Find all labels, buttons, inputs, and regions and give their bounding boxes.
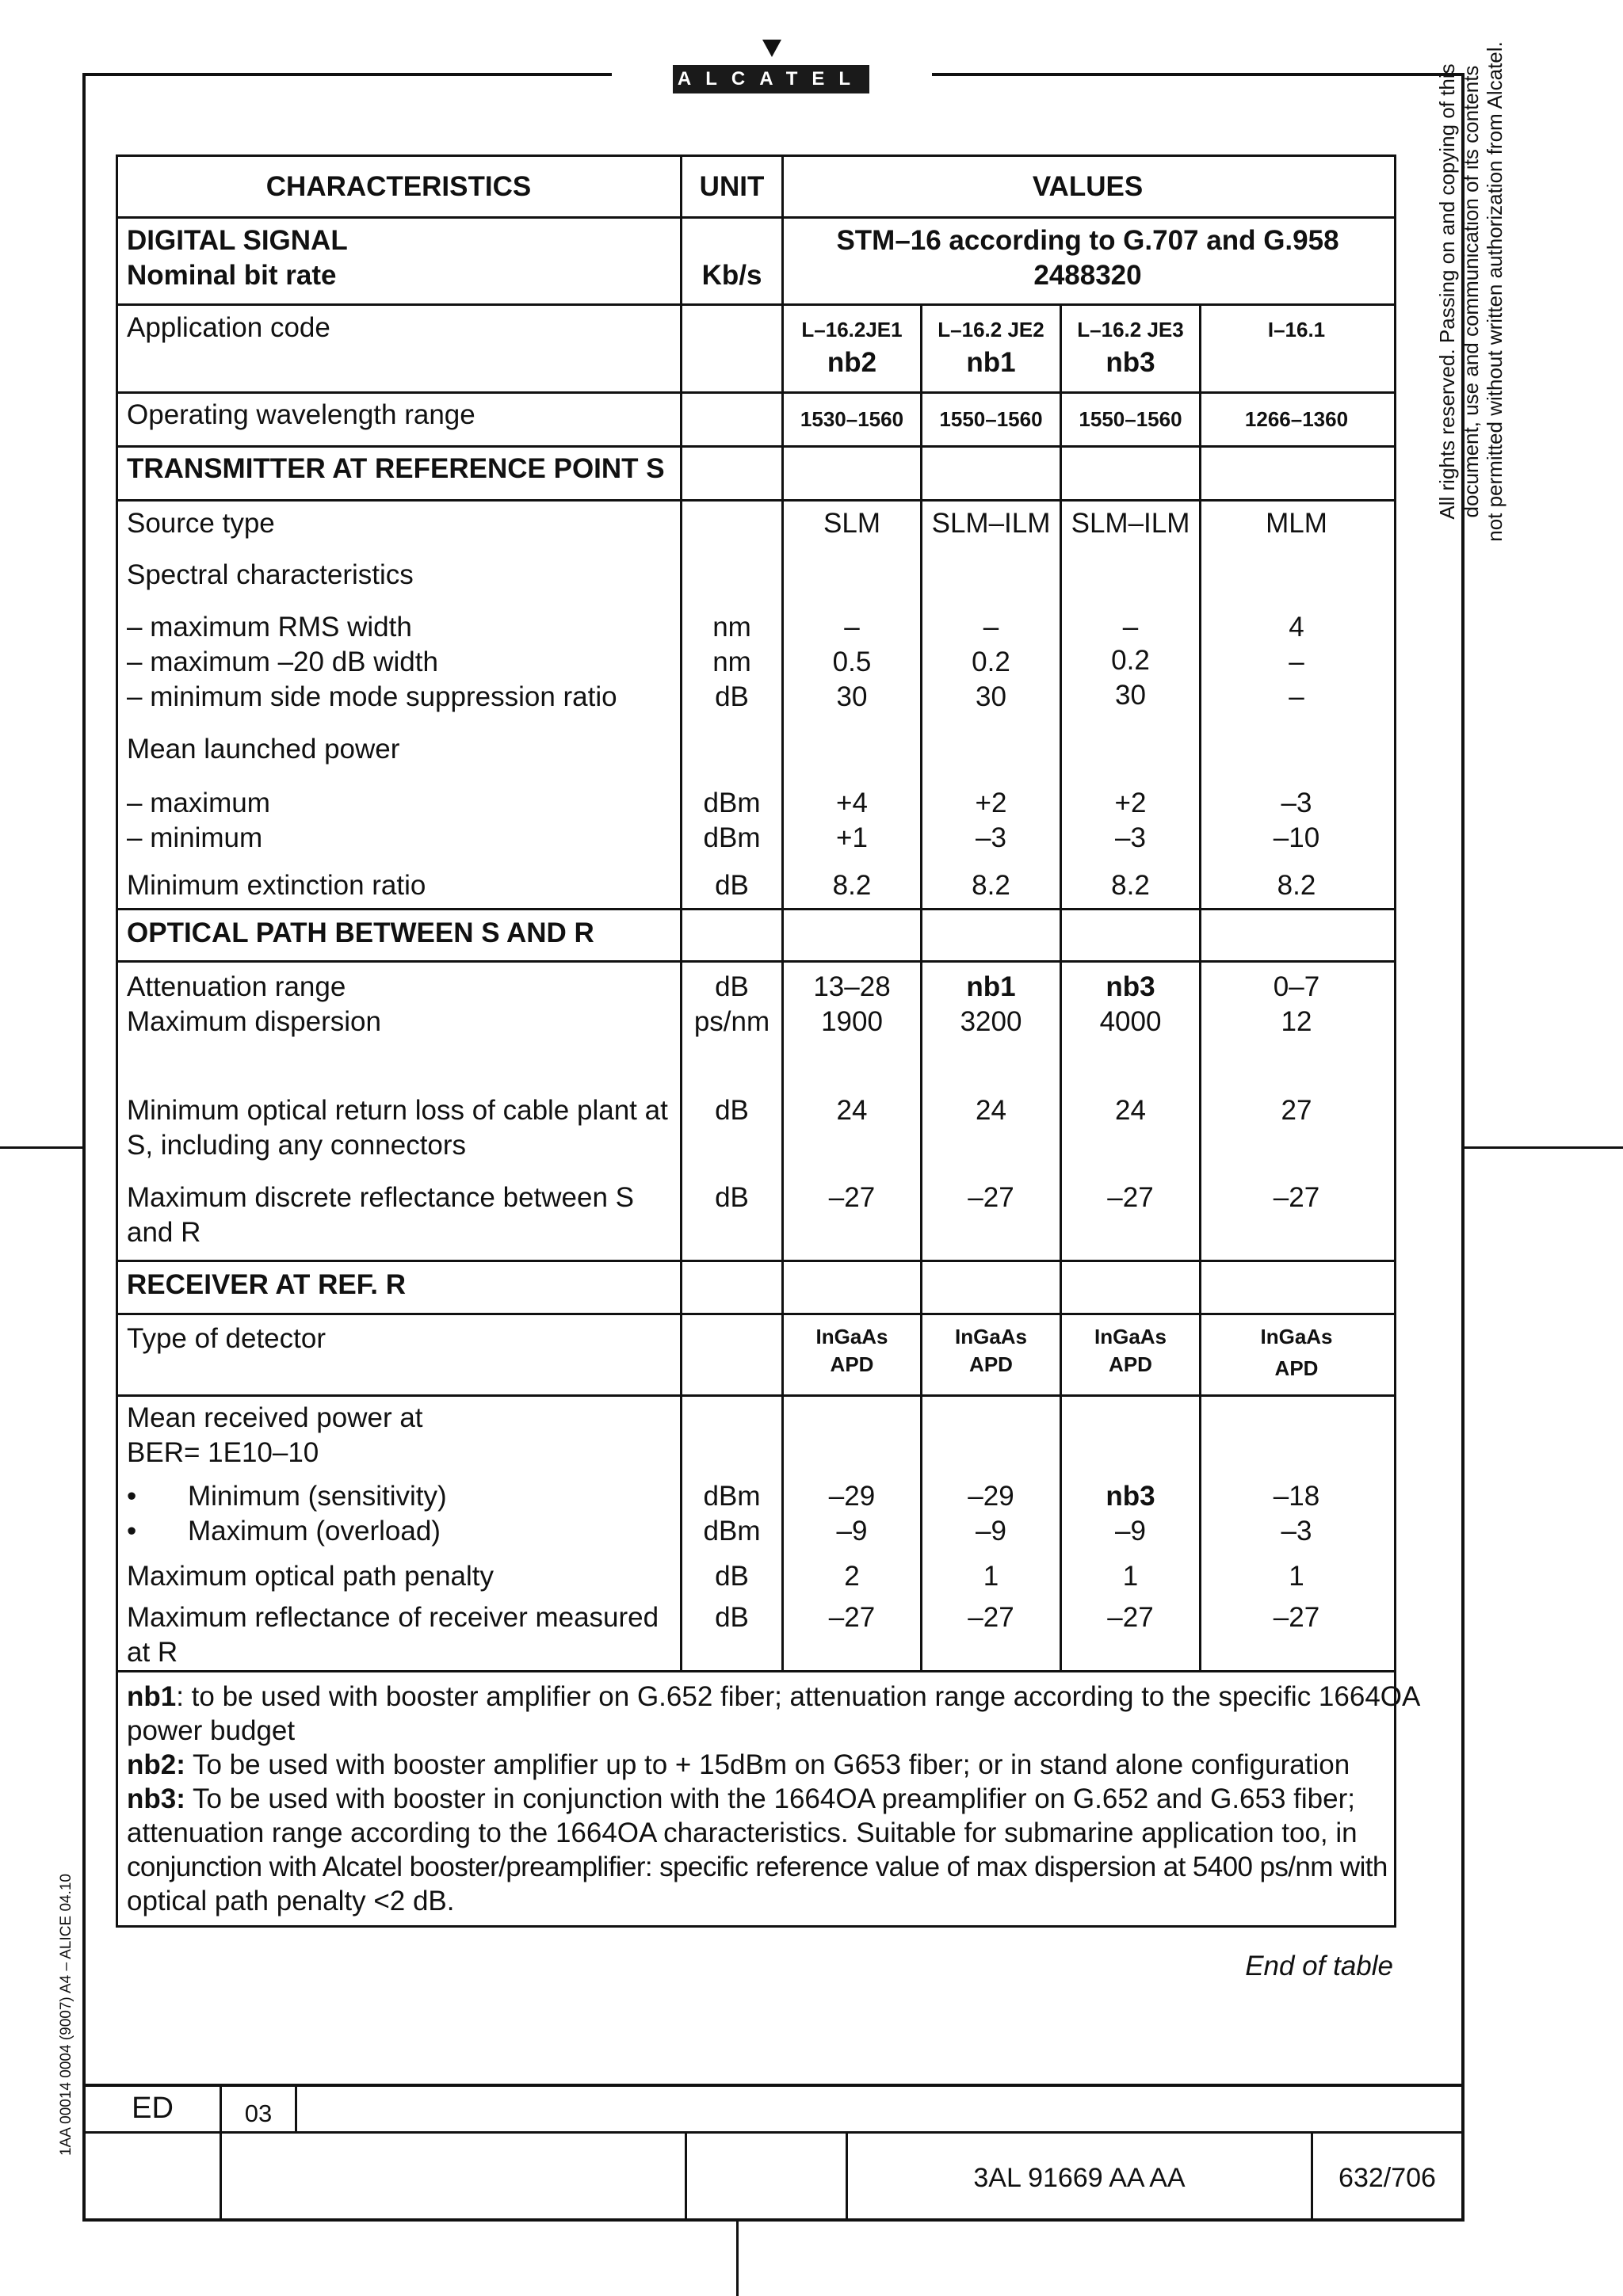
stm16-standard: STM–16 according to G.707 and G.958	[836, 225, 1339, 256]
rx-reflectance-label-2: at R	[127, 1637, 178, 1668]
return-loss-2: 24	[976, 1095, 1006, 1126]
detector-type-4: APD	[1274, 1356, 1319, 1380]
tx-row-value: –	[1289, 646, 1304, 677]
tx-row-value: 30	[836, 681, 868, 712]
rule	[116, 303, 1396, 306]
alcatel-logo	[673, 36, 869, 93]
rx-reflectance-2: –27	[968, 1602, 1014, 1633]
detector-1: InGaAs	[815, 1325, 888, 1348]
overload-2: –9	[976, 1516, 1006, 1547]
tx-row-value: 8.2	[1111, 870, 1150, 901]
tx-row-value: +2	[1114, 788, 1147, 818]
return-loss-3: 24	[1115, 1095, 1146, 1126]
note-nb3-line3: conjunction with Alcatel booster/preamplifier: specific reference value of max dispersion at 5400 ps/nm with	[127, 1852, 1388, 1882]
rx-reflectance-3: –27	[1107, 1602, 1154, 1633]
nominal-bitrate-label: Nominal bit rate	[127, 260, 337, 291]
logo-triangle-icon	[762, 40, 781, 57]
rule	[116, 445, 1396, 448]
dispersion-4: 12	[1281, 1006, 1312, 1037]
path-penalty-3: 1	[1122, 1561, 1139, 1592]
attenuation-3: nb3	[1106, 971, 1155, 1002]
frame-top-right	[932, 73, 1465, 76]
tx-row-value: MLM	[1266, 508, 1327, 539]
tx-row-value: –	[1289, 681, 1304, 712]
tx-row-label: – maximum	[127, 788, 270, 818]
rx-reflectance-4: –27	[1273, 1602, 1320, 1633]
col-rule	[680, 154, 682, 1672]
path-penalty-1: 2	[844, 1561, 860, 1592]
path-penalty-4: 1	[1289, 1561, 1304, 1592]
notice-line-3: not permitted without written authorization from Alcatel.	[1483, 41, 1507, 542]
edition-label: ED	[132, 2092, 174, 2125]
end-of-table: End of table	[1245, 1951, 1393, 1981]
document-reference: 3AL 91669 AA AA	[973, 2163, 1186, 2193]
note-nb1-line2: power budget	[127, 1715, 296, 1746]
detector-type-1: APD	[830, 1352, 874, 1376]
tx-row-value: 30	[976, 681, 1006, 712]
sensitivity-3: nb3	[1106, 1481, 1155, 1512]
notice-line-2: document, use and communication of its contents	[1459, 65, 1483, 518]
wavelength-1: 1530–1560	[800, 407, 904, 431]
app-code-2: L–16.2 JE2	[938, 318, 1044, 341]
app-note-2: nb1	[966, 347, 1016, 378]
reflectance-3: –27	[1107, 1182, 1154, 1213]
ber-label: BER= 1E10–10	[127, 1437, 319, 1468]
reflectance-4: –27	[1273, 1182, 1320, 1213]
app-note-1: nb2	[827, 347, 877, 378]
rule	[116, 1394, 1396, 1397]
tx-row-value: +2	[975, 788, 1007, 818]
reflectance-label-1: Maximum discrete reflectance between S	[127, 1182, 634, 1213]
detector-4: InGaAs	[1260, 1325, 1333, 1348]
header-characteristics: CHARACTERISTICS	[265, 171, 532, 202]
tx-row-value: 8.2	[1277, 870, 1316, 901]
dispersion-2: 3200	[960, 1006, 1022, 1037]
margin-mark-right	[1465, 1146, 1623, 1149]
return-loss-label-1: Minimum optical return loss of cable plant at	[127, 1095, 668, 1126]
rule	[116, 960, 1396, 963]
tx-row-value: 0.2	[972, 646, 1010, 677]
tx-row-value: SLM–ILM	[1071, 508, 1190, 539]
rx-reflectance-unit: dB	[715, 1602, 749, 1633]
bottom-center-mark	[736, 2222, 739, 2296]
path-penalty-label: Maximum optical path penalty	[127, 1561, 494, 1592]
received-power-label: Mean received power at	[127, 1402, 423, 1433]
rule	[116, 908, 1396, 910]
tx-row-label: Mean launched power	[127, 734, 400, 765]
rule	[116, 499, 1396, 502]
tx-row-value: +1	[836, 822, 868, 853]
tx-row-label: – maximum –20 dB width	[127, 646, 438, 677]
tx-row-unit: nm	[712, 646, 751, 677]
logo-text: ALCATEL	[677, 68, 865, 90]
overload-unit: dBm	[703, 1516, 761, 1547]
tx-row-unit: dBm	[703, 822, 761, 853]
rule	[116, 1313, 1396, 1315]
dispersion-1: 1900	[821, 1006, 883, 1037]
tx-row-value: –3	[1281, 788, 1312, 818]
rule	[116, 391, 1396, 394]
footer-col	[295, 2084, 297, 2133]
attenuation-2: nb1	[966, 971, 1016, 1002]
rx-reflectance-1: –27	[828, 1602, 876, 1633]
rule	[116, 216, 1396, 219]
frame-top-left	[82, 73, 612, 76]
detector-type-2: APD	[969, 1352, 1013, 1376]
tx-row-value: 4	[1289, 612, 1304, 643]
reflectance-unit: dB	[715, 1182, 749, 1213]
sensitivity-4: –18	[1273, 1481, 1320, 1512]
wavelength-3: 1550–1560	[1079, 407, 1182, 431]
detector-3: InGaAs	[1094, 1325, 1167, 1348]
overload-label: Maximum (overload)	[188, 1516, 441, 1547]
attenuation-4: 0–7	[1273, 971, 1320, 1002]
tx-row-value: –	[844, 612, 860, 643]
bullet: •	[127, 1481, 137, 1512]
edition-value: 03	[244, 2100, 273, 2127]
app-code-3: L–16.2 JE3	[1077, 318, 1184, 341]
notice-line-1: All rights reserved. Passing on and copying of this	[1435, 63, 1459, 520]
tx-row-label: – minimum side mode suppression ratio	[127, 681, 617, 712]
tx-row-value: –10	[1273, 822, 1320, 853]
tx-row-label: Spectral characteristics	[127, 559, 414, 590]
table-notes	[127, 1680, 1421, 1918]
section-optical-path: OPTICAL PATH BETWEEN S AND R	[127, 917, 594, 948]
rx-reflectance-label-1: Maximum reflectance of receiver measured	[127, 1602, 659, 1633]
return-loss-1: 24	[836, 1095, 868, 1126]
tx-row-unit: dBm	[703, 788, 761, 818]
page-number: 632/706	[1338, 2163, 1436, 2193]
note-nb3-line4: optical path penalty <2 dB.	[127, 1886, 455, 1917]
tx-row-value: SLM	[823, 508, 880, 539]
detector-2: InGaAs	[954, 1325, 1028, 1348]
section-receiver: RECEIVER AT REF. R	[127, 1269, 406, 1300]
app-code-1: L–16.2JE1	[801, 318, 903, 341]
header-unit: UNIT	[699, 171, 765, 202]
tx-row-value: +4	[836, 788, 868, 818]
note-nb3-line1: nb3: To be used with booster in conjunction with the 1664OA preamplifier on G.652 and G.653 fiber;	[127, 1783, 1355, 1814]
wavelength-2: 1550–1560	[939, 407, 1043, 431]
sensitivity-unit: dBm	[703, 1481, 761, 1512]
tx-row-label: Source type	[127, 508, 275, 539]
app-note-3: nb3	[1106, 347, 1155, 378]
wavelength-label: Operating wavelength range	[127, 399, 475, 430]
sensitivity-label: Minimum (sensitivity)	[188, 1481, 447, 1512]
return-loss-4: 27	[1281, 1095, 1312, 1126]
reflectance-label-2: and R	[127, 1217, 201, 1248]
attenuation-unit: dB	[715, 971, 749, 1002]
tx-row-value: 0.5	[832, 646, 872, 677]
return-loss-label-2: S, including any connectors	[127, 1130, 467, 1161]
tx-row-unit: dB	[715, 870, 749, 901]
bullet: •	[127, 1516, 137, 1547]
tx-row-value: –	[983, 612, 999, 643]
tx-row-value: 0.2	[1111, 645, 1150, 676]
dispersion-unit: ps/nm	[693, 1006, 770, 1037]
reflectance-2: –27	[968, 1182, 1014, 1213]
tx-row-value: –	[1122, 612, 1139, 643]
bitrate-value: 2488320	[1033, 260, 1142, 291]
attenuation-1: 13–28	[813, 971, 891, 1002]
overload-4: –3	[1281, 1516, 1312, 1547]
dispersion-3: 4000	[1099, 1006, 1162, 1037]
footer-bottom-rule	[82, 2218, 1465, 2222]
rule	[116, 1260, 1396, 1262]
note-nb3-line2: attenuation range according to the 1664OA characteristics. Suitable for submarine application too, in	[127, 1817, 1358, 1848]
rule	[116, 1670, 1396, 1672]
footer-top-rule	[82, 2084, 1465, 2087]
bitrate-unit: Kb/s	[701, 260, 762, 291]
note-nb1-line1: nb1: to be used with booster amplifier on G.652 fiber; attenuation range according to the specific 1664OA	[127, 1681, 1421, 1712]
tx-row-label: Minimum extinction ratio	[127, 870, 426, 901]
path-penalty-unit: dB	[715, 1561, 749, 1592]
tx-row-value: 8.2	[972, 870, 1010, 901]
footer-col	[685, 2131, 687, 2222]
attenuation-label: Attenuation range	[127, 971, 346, 1002]
tx-row-value: –3	[976, 822, 1006, 853]
tx-row-value: 30	[1115, 680, 1146, 711]
footer-mid-rule	[82, 2131, 1465, 2134]
frame-left	[82, 73, 86, 2222]
logo-bar	[673, 65, 869, 93]
note-nb2: nb2: To be used with booster amplifier up to + 15dBm on G653 fiber; or in stand alone configuration	[127, 1749, 1350, 1780]
detector-label: Type of detector	[127, 1323, 326, 1354]
tx-row-value: 8.2	[832, 870, 872, 901]
detector-type-3: APD	[1109, 1352, 1152, 1376]
col-rule	[781, 154, 784, 1672]
overload-3: –9	[1115, 1516, 1146, 1547]
return-loss-unit: dB	[715, 1095, 749, 1126]
wavelength-4: 1266–1360	[1244, 407, 1349, 431]
tx-row-label: – minimum	[127, 822, 263, 853]
section-transmitter: TRANSMITTER AT REFERENCE POINT S	[127, 453, 665, 484]
reflectance-1: –27	[828, 1182, 876, 1213]
margin-mark-left	[0, 1146, 82, 1149]
digital-signal-label: DIGITAL SIGNAL	[127, 225, 348, 256]
application-code-label: Application code	[127, 312, 330, 343]
header-values: VALUES	[1032, 171, 1144, 202]
tx-row-value: –3	[1115, 822, 1146, 853]
app-code-4: I–16.1	[1267, 318, 1326, 341]
tx-row-unit: nm	[712, 612, 751, 643]
path-penalty-2: 1	[983, 1561, 999, 1592]
tx-row-unit: dB	[715, 681, 749, 712]
tx-row-label: – maximum RMS width	[127, 612, 412, 643]
tx-row-value: SLM–ILM	[931, 508, 1051, 539]
overload-1: –9	[836, 1516, 868, 1547]
sensitivity-2: –29	[968, 1481, 1014, 1512]
sensitivity-1: –29	[828, 1481, 876, 1512]
dispersion-label: Maximum dispersion	[127, 1006, 381, 1037]
